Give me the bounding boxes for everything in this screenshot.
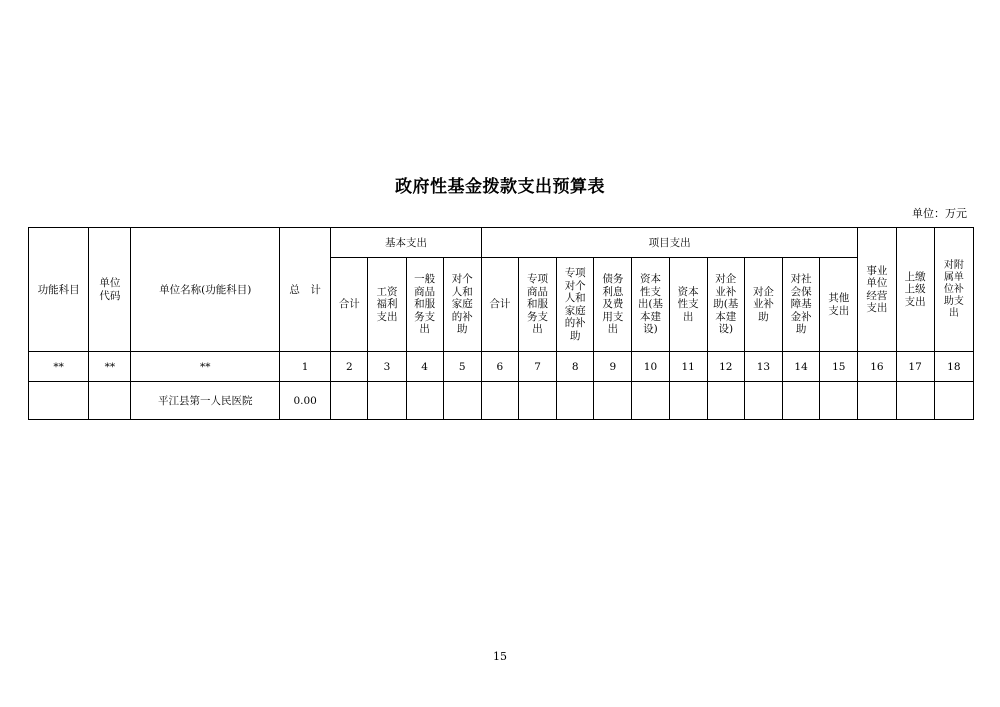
- empty-cell: [669, 382, 707, 420]
- index-cell: 9: [594, 352, 632, 382]
- header-basic-group: 基本支出: [331, 228, 482, 258]
- header-basic-wages: 工资福利支出: [368, 258, 406, 352]
- header-project-total: 合计: [481, 258, 518, 352]
- table-row: [29, 382, 974, 420]
- index-cell: 16: [858, 352, 896, 382]
- header-func-subject: 功能科目: [29, 228, 89, 352]
- empty-cell: [783, 382, 820, 420]
- index-cell: 4: [406, 352, 443, 382]
- header-business-expense: 事业单位经营支出: [858, 228, 896, 352]
- unit-code-cell: [89, 382, 131, 420]
- empty-cell: [594, 382, 632, 420]
- header-project-goods: 专项商品和服务支出: [518, 258, 556, 352]
- page-title: 政府性基金拨款支出预算表: [395, 177, 605, 197]
- budget-table: [28, 227, 974, 420]
- header-basic-total: 合计: [331, 258, 368, 352]
- header-remit-upper: 上缴上级支出: [896, 228, 934, 352]
- index-cell: 13: [744, 352, 782, 382]
- empty-cell: [368, 382, 406, 420]
- index-cell: 11: [669, 352, 707, 382]
- header-project-social-security: 对社会保障基金补助: [783, 258, 820, 352]
- index-cell: **: [89, 352, 131, 382]
- empty-cell: [406, 382, 443, 420]
- index-cell: **: [131, 352, 280, 382]
- index-cell: 12: [707, 352, 744, 382]
- empty-cell: [744, 382, 782, 420]
- index-cell: **: [29, 352, 89, 382]
- empty-cell: [632, 382, 669, 420]
- index-cell: 15: [820, 352, 858, 382]
- empty-cell: [331, 382, 368, 420]
- header-project-other: 其他支出: [820, 258, 858, 352]
- header-project-enterprise-infra: 对企业补助(基本建设): [707, 258, 744, 352]
- index-cell: 3: [368, 352, 406, 382]
- header-affiliate-subsidy: 对附属单位补助支出: [934, 228, 973, 352]
- empty-cell: [934, 382, 973, 420]
- empty-cell: [443, 382, 481, 420]
- index-cell: 18: [934, 352, 973, 382]
- empty-cell: [518, 382, 556, 420]
- empty-cell: [481, 382, 518, 420]
- header-project-capital: 资本性支出: [669, 258, 707, 352]
- index-cell: 14: [783, 352, 820, 382]
- empty-cell: [896, 382, 934, 420]
- empty-cell: [820, 382, 858, 420]
- index-cell: 2: [331, 352, 368, 382]
- empty-cell: [707, 382, 744, 420]
- index-cell: 1: [280, 352, 331, 382]
- empty-cell: [858, 382, 896, 420]
- index-cell: 8: [557, 352, 594, 382]
- index-cell: 10: [632, 352, 669, 382]
- header-total: 总 计: [280, 228, 331, 352]
- index-cell: 5: [443, 352, 481, 382]
- header-basic-household: 对个人和家庭的补助: [443, 258, 481, 352]
- index-cell: 7: [518, 352, 556, 382]
- empty-cell: [557, 382, 594, 420]
- header-basic-goods: 一般商品和服务支出: [406, 258, 443, 352]
- unit-label: 单位：万元: [912, 207, 967, 220]
- header-unit-code: 单位代码: [89, 228, 131, 352]
- func-subject-cell: [29, 382, 89, 420]
- unit-name-cell: 平江县第一人民医院: [131, 382, 280, 420]
- header-project-capital-infra: 资本性支出(基本建设): [632, 258, 669, 352]
- header-project-household: 专项对个人和家庭的补助: [557, 258, 594, 352]
- header-project-group: 项目支出: [481, 228, 858, 258]
- header-project-debt: 债务利息及费用支出: [594, 258, 632, 352]
- index-cell: 17: [896, 352, 934, 382]
- header-unit-name: 单位名称(功能科目): [131, 228, 280, 352]
- header-project-enterprise: 对企业补助: [744, 258, 782, 352]
- page-number: 15: [493, 650, 507, 663]
- index-cell: 6: [481, 352, 518, 382]
- index-row: [29, 352, 974, 382]
- total-cell: 0.00: [280, 382, 331, 420]
